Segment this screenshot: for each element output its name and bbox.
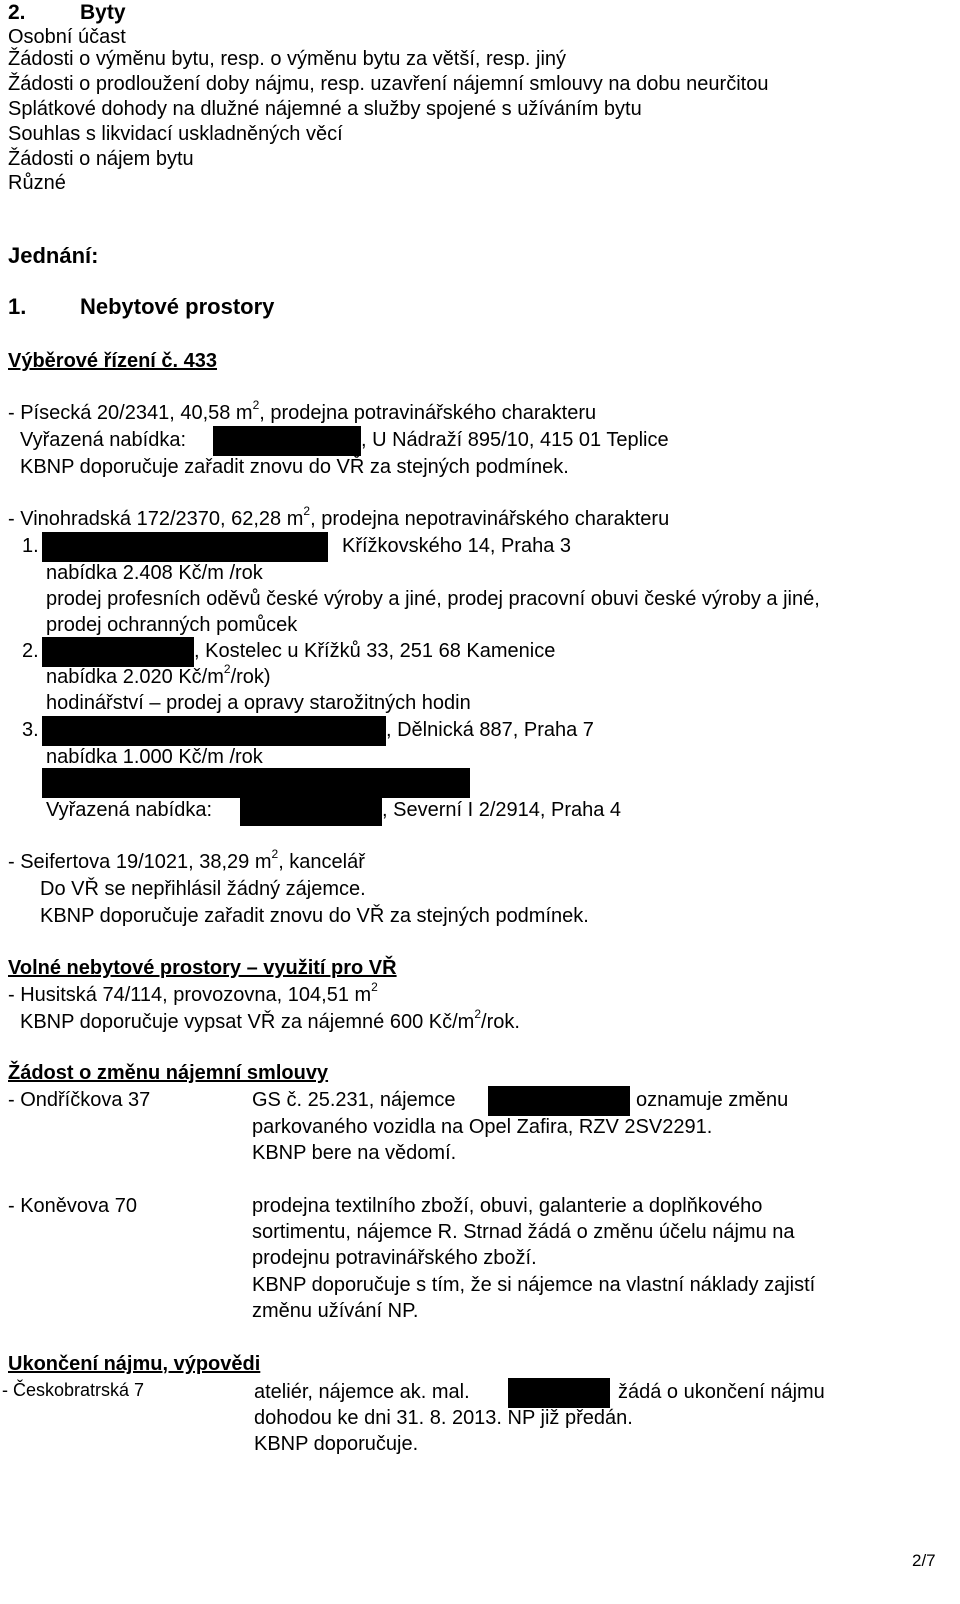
redaction-box	[508, 1378, 610, 1408]
vinohradska-tail: , prodejna nepotravinářského charakteru	[310, 508, 670, 530]
offer2-amount-text: nabídka 2.020 Kč/m	[46, 666, 224, 688]
redaction-box	[240, 796, 382, 826]
volne-heading: Volné nebytové prostory – využití pro VŘ	[8, 957, 397, 979]
byty-item-1: Osobní účast	[8, 26, 126, 48]
byty-item-6: Žádosti o nájem bytu	[8, 148, 194, 170]
jednani-heading: Jednání:	[8, 243, 99, 268]
section1-title: Nebytové prostory	[80, 294, 275, 319]
pisecka-line	[8, 400, 596, 426]
pisecka-text: - Písecká 20/2341, 40,58 m	[8, 402, 253, 424]
konevova-place: - Koněvova 70	[8, 1195, 137, 1217]
section-title: Byty	[80, 1, 126, 24]
husitska-rec	[20, 1009, 520, 1035]
byty-item-7: Různé	[8, 172, 66, 194]
vinohradska-text: - Vinohradská 172/2370, 62,28 m	[8, 508, 304, 530]
ceskobratrska-text-b: žádá o ukončení nájmu	[618, 1381, 825, 1403]
seifertova-note-1: Do VŘ se nepřihlásil žádný zájemce.	[40, 878, 366, 900]
offer3-amount: nabídka 1.000 Kč/m /rok	[46, 746, 263, 768]
vinohradska-excluded-addr: , Severní I 2/2914, Praha 4	[382, 799, 622, 821]
offer1-amount: nabídka 2.408 Kč/m /rok	[46, 562, 263, 584]
ondrickova-text-a: GS č. 25.231, nájemce	[252, 1089, 456, 1111]
pisecka-note: KBNP doporučuje zařadit znovu do VŘ za stejných podmínek.	[20, 456, 569, 478]
husitska-text: - Husitská 74/114, provozovna, 104,51 m	[8, 984, 372, 1006]
offer1-desc-2: prodej ochranných pomůcek	[46, 614, 298, 636]
konevova-text-c: prodejnu potravinářského zboží.	[252, 1247, 537, 1269]
vinohradska-excluded-label: Vyřazená nabídka:	[46, 799, 213, 821]
offer1-address: Křížkovského 14, Praha 3	[342, 535, 572, 557]
pisecka-excluded-label: Vyřazená nabídka:	[20, 429, 187, 451]
byty-item-2: Žádosti o výměnu bytu, resp. o výměnu bytu za větší, resp. jiný	[8, 48, 567, 70]
redaction-box	[42, 637, 194, 667]
seifertova-tail: , kancelář	[278, 851, 365, 873]
pisecka-tail: , prodejna potravinářského charakteru	[259, 402, 597, 424]
redaction-box	[42, 532, 328, 562]
ceskobratrska-place: - Českobratrská 7	[2, 1380, 145, 1400]
ondrickova-text-d: KBNP bere na vědomí.	[252, 1142, 457, 1164]
offer3-address: , Dělnická 887, Praha 7	[386, 719, 594, 741]
offer2-number: 2.	[22, 640, 39, 662]
ondrickova-text-b: oznamuje změnu	[636, 1089, 789, 1111]
offer2-desc: hodinářství – prodej a opravy starožitných hodin	[46, 692, 471, 714]
redaction-box	[42, 768, 470, 798]
page-number: 2/7	[912, 1551, 936, 1570]
seifertova-line	[8, 849, 365, 875]
pisecka-excluded-addr: , U Nádraží 895/10, 415 01 Teplice	[361, 429, 669, 451]
husitska-rec-sup: 2	[474, 1007, 482, 1022]
ukonceni-heading: Ukončení nájmu, výpovědi	[8, 1353, 261, 1375]
vinohradska-line	[8, 506, 669, 532]
offer3-number: 3.	[22, 719, 39, 741]
konevova-text-e: změnu užívání NP.	[252, 1300, 419, 1322]
husitska-sup: 2	[371, 980, 378, 995]
byty-item-4: Splátkové dohody na dlužné nájemné a služby spojené s užíváním bytu	[8, 98, 642, 120]
konevova-text-a: prodejna textilního zboží, obuvi, galanterie a doplňkového	[252, 1195, 763, 1217]
offer1-number: 1.	[22, 535, 39, 557]
konevova-text-b: sortimentu, nájemce R. Strnad žádá o změnu účelu nájmu na	[252, 1221, 795, 1243]
pisecka-sup: 2	[252, 398, 260, 413]
section1-number: 1.	[8, 294, 27, 319]
husitska-line	[8, 982, 378, 1008]
seifertova-sup: 2	[271, 847, 279, 862]
offer2-address: , Kostelec u Křížků 33, 251 68 Kamenice	[194, 640, 556, 662]
ondrickova-text-c: parkovaného vozidla na Opel Zafira, RZV 2SV2291.	[252, 1116, 713, 1138]
offer2-amount-tail: /rok)	[230, 666, 271, 688]
vr-heading: Výběrové řízení č. 433	[8, 350, 218, 372]
husitska-rec-text: KBNP doporučuje vypsat VŘ za nájemné 600 Kč/m	[20, 1011, 475, 1033]
vinohradska-sup: 2	[303, 504, 311, 519]
redaction-box	[488, 1086, 630, 1116]
husitska-rec-tail: /rok.	[481, 1011, 520, 1033]
redaction-box	[42, 716, 386, 746]
section-number: 2.	[8, 1, 26, 24]
redaction-box	[213, 426, 361, 456]
offer2-amount-sup: 2	[223, 662, 231, 677]
ceskobratrska-text-d: KBNP doporučuje.	[254, 1433, 419, 1455]
byty-item-3: Žádosti o prodloužení doby nájmu, resp. uzavření nájemní smlouvy na dobu neurčitou	[8, 73, 769, 95]
byty-item-5: Souhlas s likvidací uskladněných věcí	[8, 123, 343, 145]
offer1-desc-1: prodej profesních oděvů české výroby a jiné, prodej pracovní obuvi české výroby a jiné,	[46, 588, 820, 610]
zmena-heading: Žádost o změnu nájemní smlouvy	[8, 1062, 329, 1084]
ceskobratrska-text-a: ateliér, nájemce ak. mal.	[254, 1381, 470, 1403]
ondrickova-place: - Ondříčkova 37	[8, 1089, 151, 1111]
seifertova-text: - Seifertova 19/1021, 38,29 m	[8, 851, 272, 873]
ceskobratrska-text-c: dohodou ke dni 31. 8. 2013. NP již předán.	[254, 1407, 633, 1429]
konevova-text-d: KBNP doporučuje s tím, že si nájemce na vlastní náklady zajistí	[252, 1274, 816, 1296]
seifertova-note-2: KBNP doporučuje zařadit znovu do VŘ za stejných podmínek.	[40, 905, 589, 927]
offer2-amount	[46, 664, 271, 690]
